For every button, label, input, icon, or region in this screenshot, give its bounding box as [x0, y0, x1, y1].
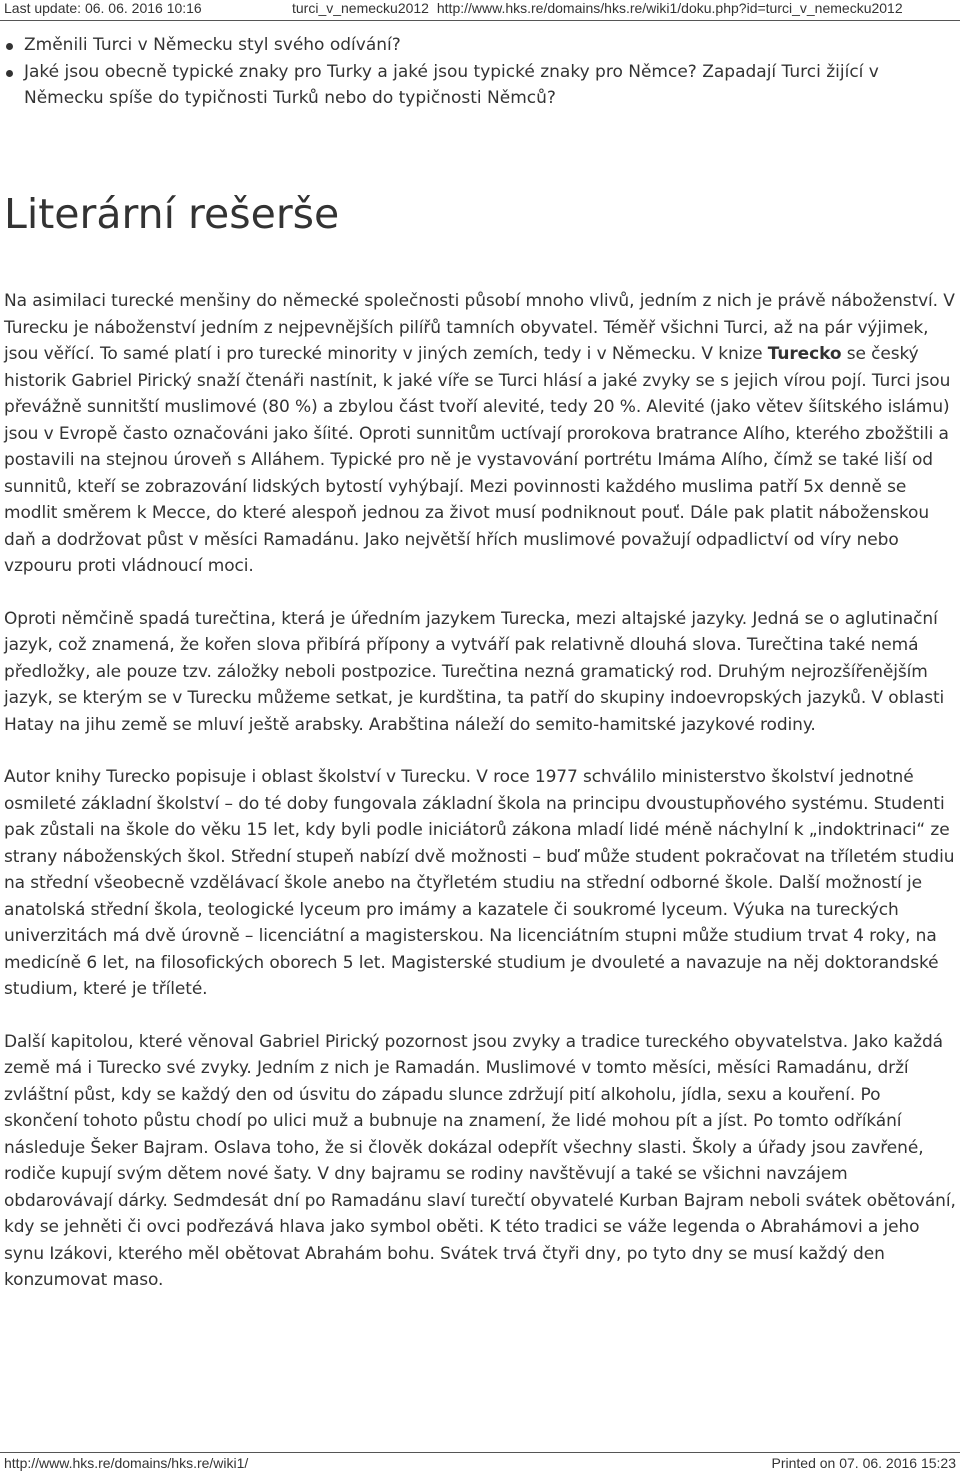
paragraph-language: Oproti němčině spadá turečtina, která je úředním jazykem Turecka, mezi altajské jazyky. Jedná se o aglutinační jazyk, což znamená, že kořen slova přibírá přípony a vytváří pak relativně dlouhá slova. Turečtina také nemá předložky, ale pouze tzv. záložky neboli postpozice. Turečtina nezná gramatický rod. Druhým nejrozšířenějším jazyk, se kterým se v Turecku můžeme setkat, je kurdština, ta patří do skupiny indoevropských jazyků. V oblasti Hatay na jihu země se mluví ještě arabsky. Arabština náleží do semito-hamitské jazykové rodiny.	[4, 608, 945, 735]
page-footer	[0, 1452, 960, 1473]
paragraph-customs: Další kapitolou, které věnoval Gabriel Pirický pozornost jsou zvyky a tradice tureckého obyvatelstva. Jako každá země má i Turecko své zvyky. Jedním z nich je Ramadán. Muslimové v tomto měsíci, měsíci Ramadánu, drží zvláštní půst, kdy se každý den od úsvitu do západu slunce zdržují pití alkoholu, jídla, sexu a kouření. Po skončení tohoto půstu chodí po ulici muž a bubnuje na znamení, že lidé mohou pít a jíst. Po tomto odříkání následuje Šeker Bajram. Oslava toho, že si člověk dokázal odepřít všechny slasti. Školy a úřady jsou zavřené, rodiče kupují svým dětem nové šaty. V dny bajramu se rodiny navštěvují a také se všichni navzájem obdarovávají dárky. Sedmdesát dní po Ramadánu slaví turečtí obyvatelé Kurban Bajram neboli svátek obětování, kdy se jehněti či ovci podřezává hlava jako symbol oběti. K této tradici se váže legenda o Abrahámovi a jeho synu Izákovi, kterého měl obětovat Abrahám bohu. Svátek trvá čtyři dny, po tyto dny se musí každý den konzumovat maso.	[4, 1031, 956, 1290]
article-body	[4, 288, 956, 1320]
paragraph-text: Na asimilaci turecké menšiny do německé společnosti působí mnoho vlivů, jedním z nich je právě náboženství. V Turecku je náboženství jedním z nejpevnějších pilířů tamních obyvatel. Téměř všichni Turci, až na pár výjimek, jsou věřící. To samé platí i pro turecké minority v jiných zemích, tedy i v Německu. V knize	[4, 291, 955, 364]
page-source	[292, 0, 907, 18]
page-url-link[interactable]: http://www.hks.re/domains/hks.re/wiki1/doku.php?id=turci_v_nemecku2012	[436, 0, 903, 16]
page-header	[0, 0, 960, 21]
page-id: turci_v_nemecku2012	[292, 0, 429, 16]
paragraph-religion	[4, 288, 956, 580]
last-update-text: Last update: 06. 06. 2016 10:16	[4, 0, 202, 16]
section-heading: Literární rešerše	[4, 190, 340, 238]
book-title: Turecko	[767, 344, 842, 364]
printed-date: Printed on 07. 06. 2016 15:23	[771, 1455, 956, 1471]
paragraph-text: se český historik Gabriel Pirický snaží čtenáři nastínit, k jaké víře se Turci hlásí a jaké zvyky se s jejich vírou pojí. Turci jsou převážně sunnitští muslimové (80 %) a zbylou část tvoří alevité, tedy 20 %. Alevité (jako větev šíitského islámu) jsou v Evropě často označováni jako šíité. Oproti sunnitům uctívají prorokova bratrance Alího, kterého zbožštili a postavili na stejnou úroveň s Alláhem. Typické pro ně je vystavování portrétu Imáma Alího, čímž se také liší od sunnitů, kteří se zobrazování lidských bytostí vyhýbají. Mezi povinnosti každého muslima patří 5x denně se modlit směrem k Mecce, do které alespoň jednou za život musí podniknout pouť. Dále pak platit náboženskou daň a dodržovat půst v měsíci Ramadánu. Jako největší hřích muslimové považují odpadlictví od víry nebo vzpouru proti vládnoucí moci.	[4, 344, 951, 576]
list-item: Změnili Turci v Německu styl svého odívání?	[0, 32, 960, 59]
list-item: Jaké jsou obecně typické znaky pro Turky a jaké jsou typické znaky pro Němce? Zapadají Turci žijící v Německu spíše do typičnosti Turků nebo do typičnosti Němců?	[0, 59, 960, 112]
question-list	[0, 32, 960, 112]
paragraph-education: Autor knihy Turecko popisuje i oblast školství v Turecku. V roce 1977 schválilo ministerstvo školství jednotné osmileté základní školství – do té doby fungovala základní škola na principu dvoustupňového systému. Studenti pak zůstali na škole do věku 15 let, kdy byli podle iniciátorů zákona mladí lidé méně náchylní k „indoktrinaci“ ze strany náboženských škol. Střední stupeň nabízí dvě možnosti – buď může student pokračovat na tříletém studiu na střední všeobecně vzdělávací škole anebo na čtyřletém studiu na střední odborné škole. Další možností je anatolská střední škola, teologické lyceum pro imámy a kazatele či soukromé lyceum. Výuka na tureckých univerzitách má dvě úrovně – licenciátní a magisterskou. Na licenciátním stupni může studium trvat 4 roky, na medicíně 6 let, na filosofických oborech 5 let. Magisterské studium je dvouleté a navazuje na něj doktorandské studium, které je tříleté.	[4, 767, 955, 999]
footer-url-link[interactable]: http://www.hks.re/domains/hks.re/wiki1/	[4, 1455, 249, 1471]
